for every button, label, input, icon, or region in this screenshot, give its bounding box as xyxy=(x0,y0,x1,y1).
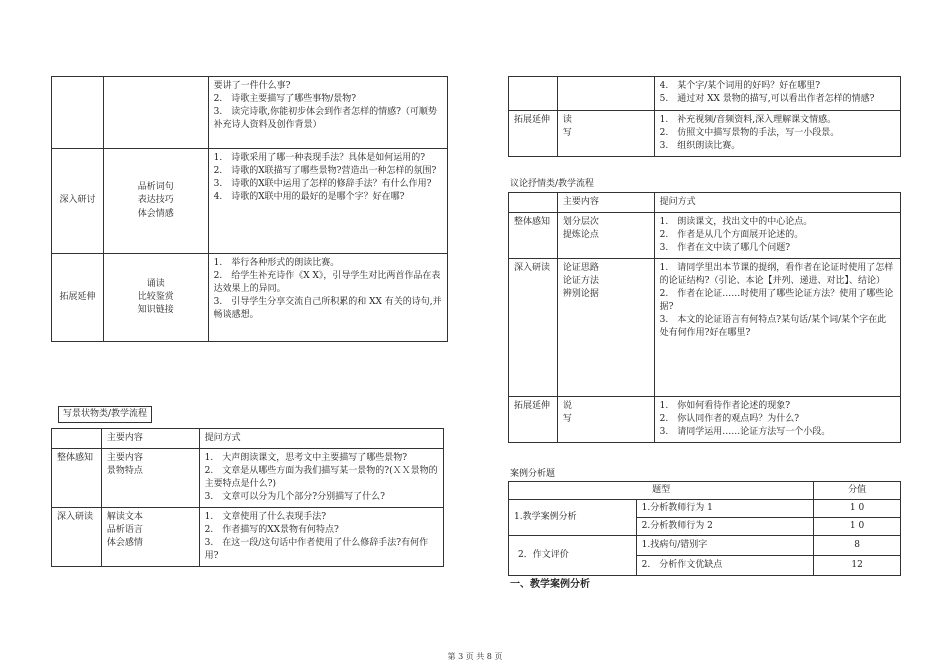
item-cell: 2. 分析作文优缺点 xyxy=(636,556,814,576)
header-cell: 题型 xyxy=(509,482,814,500)
table-row xyxy=(509,111,901,157)
table-header-row xyxy=(509,482,901,500)
question-text: 1. 大声朗读课文，思考文中主要描写了哪些景物? xyxy=(204,453,408,464)
questions-cell xyxy=(208,77,447,149)
content-item: 体会情感 xyxy=(137,208,174,219)
questions-cell xyxy=(654,213,900,259)
stage-cell: 拓展延伸 xyxy=(509,397,558,443)
table-row xyxy=(52,77,448,149)
header-cell: 分值 xyxy=(814,482,901,500)
header-cell: 主要内容 xyxy=(557,193,654,213)
questions-cell xyxy=(654,397,900,443)
content-item: 写 xyxy=(562,128,572,139)
content-cell xyxy=(557,259,654,397)
content-cell xyxy=(101,449,199,508)
question-text: 3. 在这一段/这句话中作者使用了什么修辞手法?有何作用? xyxy=(204,538,429,562)
question-text: 要讲了一件什么事? xyxy=(213,81,291,91)
content-cell xyxy=(557,77,654,111)
question-text: 3. 读完诗歌,你能初步体会到作者怎样的情感?（可顺势补充诗人资料及创作背景） xyxy=(213,107,437,131)
content-item: 比较鉴赏 xyxy=(137,291,174,302)
questions-cell xyxy=(654,111,900,157)
content-item: 体会感情 xyxy=(106,538,143,549)
question-text: 3. 引导学生分享交流自己所积累的和 XX 有关的诗句,并畅谈感想。 xyxy=(213,297,442,321)
stage-cell: 深入研讨 xyxy=(52,149,104,254)
content-cell xyxy=(103,149,208,254)
argument-section-caption: 议论抒情类/教学流程 xyxy=(510,179,595,189)
questions-cell xyxy=(654,259,900,397)
case-section-caption: 案例分析题 xyxy=(510,469,556,479)
content-item: 说 xyxy=(562,401,572,412)
question-text: 3. 请同学运用……论证方法写一个小段。 xyxy=(659,427,831,438)
table-row xyxy=(509,536,901,556)
content-cell xyxy=(103,77,208,149)
content-item: 提炼论点 xyxy=(562,230,599,241)
case-score-table xyxy=(508,481,901,576)
content-item: 写 xyxy=(562,414,572,425)
stage-cell: 拓展延伸 xyxy=(509,111,558,157)
questions-cell xyxy=(208,254,447,342)
header-cell: 主要内容 xyxy=(101,429,199,449)
question-text: 5. 通过对 XX 景物的描写,可以看出作者怎样的情感? xyxy=(659,94,875,105)
content-item: 品析词句 xyxy=(137,182,174,193)
table-row xyxy=(52,508,444,567)
score-cell: 12 xyxy=(814,556,901,576)
question-text: 4. 诗歌的X联中用的最好的是哪个字？好在哪? xyxy=(213,192,405,203)
item-cell: 1.分析教师行为 1 xyxy=(636,500,814,518)
content-item: 解读文本 xyxy=(106,512,143,523)
stage-cell xyxy=(52,77,104,149)
content-cell xyxy=(557,213,654,259)
table-row xyxy=(509,213,901,259)
question-text: 1. 文章使用了什么表现手法? xyxy=(204,512,327,523)
scenic-flow-table xyxy=(51,428,444,567)
content-item: 表达技巧 xyxy=(137,195,174,206)
table-row xyxy=(52,149,448,254)
questions-cell xyxy=(654,77,900,111)
content-item: 划分层次 xyxy=(562,217,599,228)
header-cell xyxy=(52,429,102,449)
content-cell xyxy=(557,397,654,443)
question-text: 2. 诗歌的X联描写了哪些景物?营造出一种怎样的氛围? xyxy=(213,166,437,177)
stage-cell: 深入研读 xyxy=(509,259,558,397)
header-cell: 提问方式 xyxy=(654,193,900,213)
questions-cell xyxy=(199,508,443,567)
content-item: 诵读 xyxy=(146,278,165,289)
question-text: 3. 诗歌的X联中运用了怎样的修辞手法？有什么作用? xyxy=(213,179,432,190)
content-cell xyxy=(103,254,208,342)
questions-cell xyxy=(208,149,447,254)
scenic-section-caption: 写景状物类/教学流程 xyxy=(58,406,152,423)
question-text: 2. 文章是从哪些方面为我们描写某一景物的?(ＸＸ景物的主要特点是什么?) xyxy=(204,466,438,490)
question-text: 3. 本文的论证语言有何特点?某句话/某个词/某个字在此处有何作用?好在哪里? xyxy=(659,315,887,339)
table-row xyxy=(509,77,901,111)
stage-cell: 拓展延伸 xyxy=(52,254,104,342)
table-row xyxy=(52,254,448,342)
table-row xyxy=(52,449,444,508)
table-row xyxy=(509,397,901,443)
section-heading: 一、教学案例分析 xyxy=(510,579,590,590)
question-text: 2. 仿照文中描写景物的手法，写一小段景。 xyxy=(659,128,840,139)
question-text: 1. 举行各种形式的朗读比赛。 xyxy=(213,258,340,268)
scenic-continued-table xyxy=(508,76,901,157)
table-header-row xyxy=(52,429,444,449)
question-text: 1. 朗读课文，找出文中的中心论点。 xyxy=(659,217,813,228)
stage-cell: 深入研读 xyxy=(52,508,102,567)
header-cell xyxy=(509,193,558,213)
questions-cell xyxy=(199,449,443,508)
content-item: 论证思路 xyxy=(562,263,599,274)
table-header-row xyxy=(509,193,901,213)
question-text: 3. 文章可以分为几个部分?分别描写了什么? xyxy=(204,492,385,503)
content-item: 读 xyxy=(562,115,572,125)
argument-flow-table xyxy=(508,192,901,443)
question-text: 1. 你如何看待作者论述的现象? xyxy=(659,401,791,412)
question-text: 2. 你认同作者的观点吗？为什么? xyxy=(659,414,800,425)
page-footer: 第 3 页 共 8 页 xyxy=(447,652,503,661)
content-item: 知识链接 xyxy=(137,305,174,316)
question-text: 3. 组织朗读比赛。 xyxy=(659,141,741,152)
poetry-flow-table xyxy=(51,76,448,342)
table-row xyxy=(509,259,901,397)
question-text: 2. 诗歌主要描写了哪些事物/景物? xyxy=(213,94,357,105)
content-item: 景物特点 xyxy=(106,466,143,477)
question-text: 4. 某个字/某个词用的好吗？好在哪里? xyxy=(659,81,821,91)
question-text: 1. 诗歌采用了哪一种表现手法？具体是如何运用的? xyxy=(213,153,426,163)
group-cell: 2．作文评价 xyxy=(509,536,637,576)
score-cell: 1 0 xyxy=(814,518,901,536)
question-text: 2. 给学生补充诗作《X X》，引导学生对比两首作品在表达效果上的异同。 xyxy=(213,271,441,295)
question-text: 1. 请同学里出本节课的提纲，看作者在论证时使用了怎样的论证结构?（引论、本论【并列、递进、对比】、结论） xyxy=(659,263,894,287)
question-text: 1. 补充视频/音频资料,深入理解课文情感。 xyxy=(659,115,837,125)
question-text: 2. 作者在论证……时使用了哪些论证方法？使用了哪些论据? xyxy=(659,289,894,313)
score-cell: 8 xyxy=(814,536,901,556)
content-item: 辨别论据 xyxy=(562,289,599,300)
content-item: 论证方法 xyxy=(562,276,599,287)
content-item: 品析语言 xyxy=(106,525,143,536)
content-item: 主要内容 xyxy=(106,453,143,464)
stage-cell: 整体感知 xyxy=(52,449,102,508)
stage-cell xyxy=(509,77,558,111)
item-cell: 2.分析教师行为 2 xyxy=(636,518,814,536)
question-text: 2. 作者描写的XX景物有何特点? xyxy=(204,525,339,536)
group-cell: 1.教学案例分析 xyxy=(509,500,637,536)
content-cell xyxy=(101,508,199,567)
question-text: 3. 作者在文中读了哪几个问题? xyxy=(659,243,791,254)
score-cell: 1 0 xyxy=(814,500,901,518)
header-cell: 提问方式 xyxy=(199,429,443,449)
table-row xyxy=(509,500,901,518)
question-text: 2. 作者是从几个方面展开论述的。 xyxy=(659,230,804,241)
item-cell: 1.找病句/错别字 xyxy=(636,536,814,556)
stage-cell: 整体感知 xyxy=(509,213,558,259)
content-cell xyxy=(557,111,654,157)
